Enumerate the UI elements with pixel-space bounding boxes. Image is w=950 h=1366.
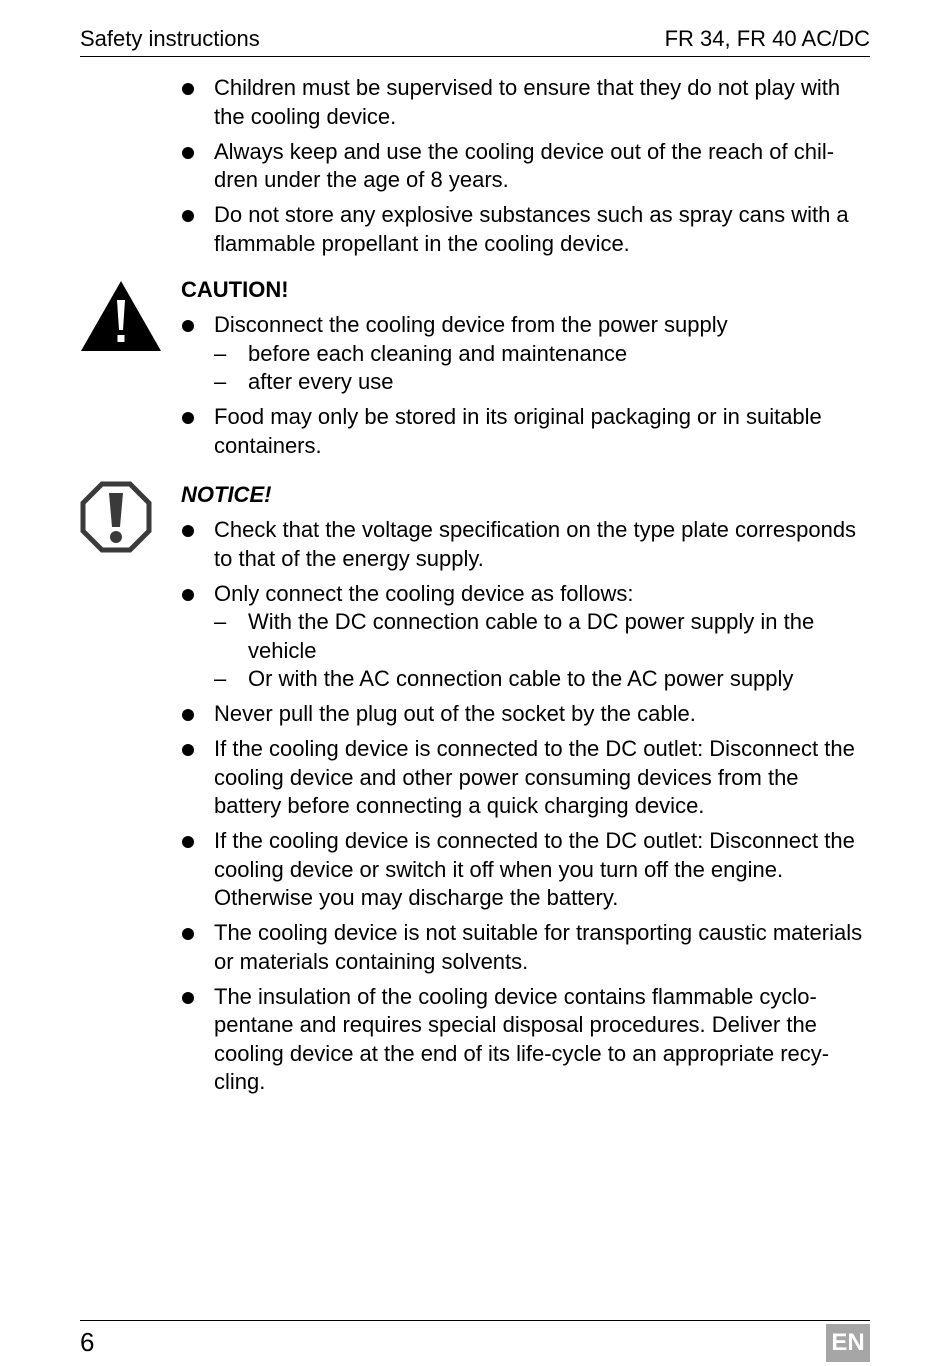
caution-title: CAUTION!	[181, 277, 289, 302]
octagon-exclamation-icon	[80, 481, 152, 553]
list-item	[181, 311, 871, 397]
page-footer	[80, 1320, 870, 1366]
header-section-title: Safety instructions	[80, 26, 260, 51]
list-item	[181, 580, 871, 694]
list-item: Do not store any explosive substances such as spray cans with a flammable propellant in the cooling device.	[181, 201, 871, 258]
language-badge: EN	[826, 1324, 870, 1362]
intro-bullet-list	[181, 74, 871, 258]
list-item: Never pull the plug out of the socket by the cable.	[181, 700, 871, 729]
page-number: 6	[80, 1327, 95, 1357]
list-item: The insulation of the cooling device contains flammable cyclo-pentane and requires special disposal procedures. Deliver the cooling device at the end of its life-cycle to an appropriate recy-cling.	[181, 983, 871, 1097]
list-item: Always keep and use the cooling device out of the reach of chil-dren under the age of 8 years.	[181, 138, 871, 195]
caution-sub-list	[214, 340, 871, 397]
notice-sub-list	[214, 608, 871, 694]
list-item: If the cooling device is connected to the DC outlet: Disconnect the cooling device and other power consuming devices from the battery before connecting a quick charging device.	[181, 735, 871, 821]
caution-bullet-list	[181, 311, 871, 460]
notice-bullet-list	[181, 516, 871, 1097]
sub-list-item: – With the DC connection cable to a DC power supply in the vehicle	[214, 608, 871, 665]
sub-list-item: – after every use	[214, 368, 871, 397]
list-item: Check that the voltage specification on the type plate corresponds to that of the energy supply.	[181, 516, 871, 573]
page-header	[80, 24, 870, 57]
list-item: Children must be supervised to ensure that they do not play with the cooling device.	[181, 74, 871, 131]
header-model-name: FR 34, FR 40 AC/DC	[664, 26, 870, 51]
warning-triangle-icon	[80, 280, 162, 352]
list-item: If the cooling device is connected to the DC outlet: Disconnect the cooling device or switch it off when you turn off the engine. Otherwise you may discharge the battery.	[181, 827, 871, 913]
caution-disconnect-text: Disconnect the cooling device from the power supply	[214, 312, 728, 337]
notice-connect-text: Only connect the cooling device as follows:	[214, 580, 634, 606]
sub-list-item: – Or with the AC connection cable to the AC power supply	[214, 665, 871, 694]
list-item: The cooling device is not suitable for transporting caustic materials or materials containing solvents.	[181, 919, 871, 976]
list-item: Food may only be stored in its original packaging or in suitable containers.	[181, 403, 871, 460]
sub-list-item: – before each cleaning and maintenance	[214, 340, 871, 369]
main-content	[181, 74, 871, 1103]
notice-title: NOTICE!	[181, 482, 272, 507]
